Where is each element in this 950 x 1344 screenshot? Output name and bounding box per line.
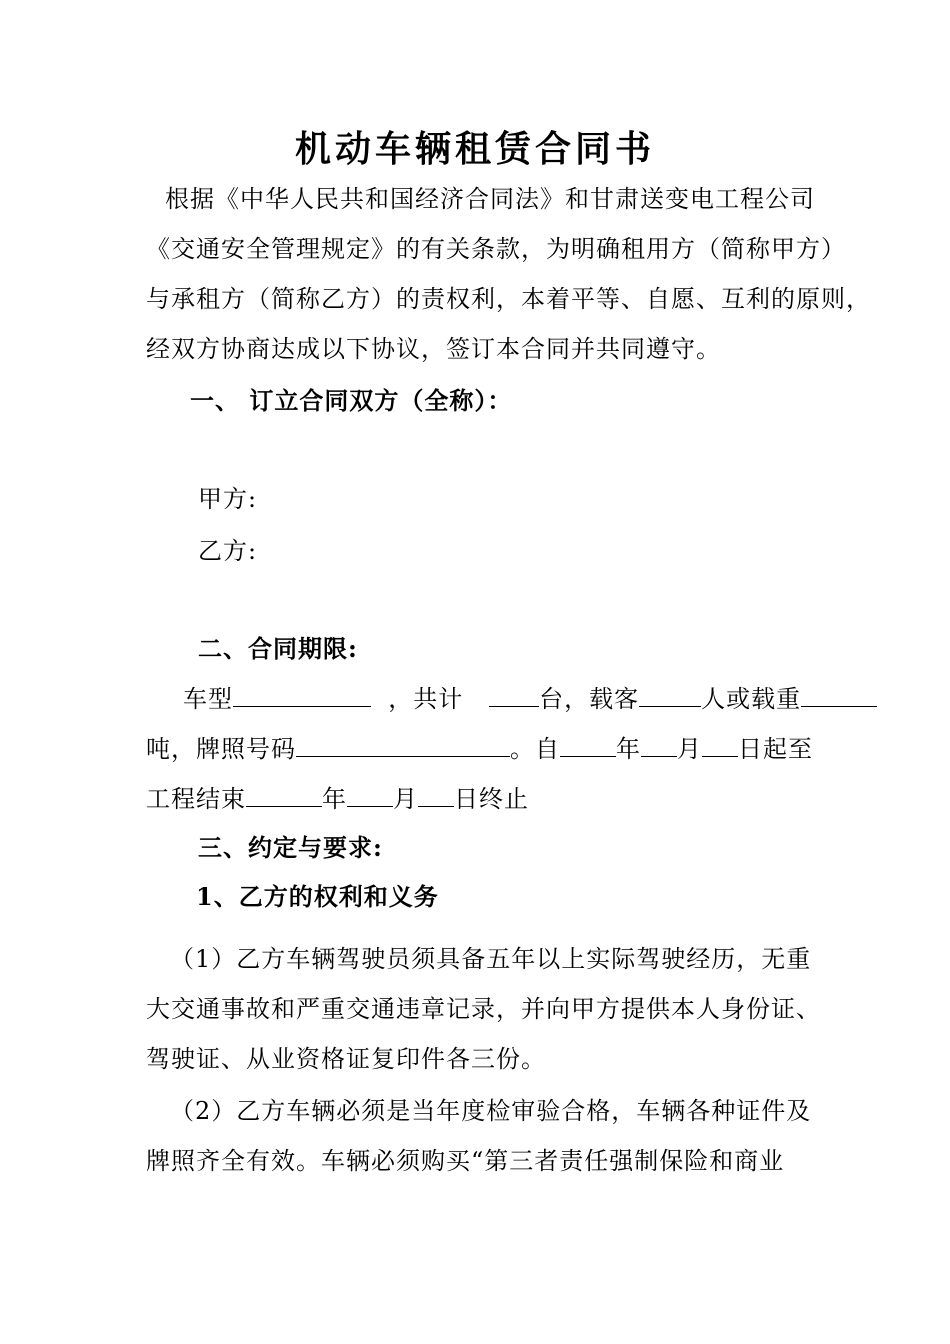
start-month-blank <box>641 734 677 757</box>
preamble-line-2: 《交通安全管理规定》的有关条款，为明确租用方（简称甲方） <box>146 235 846 263</box>
section3-heading: 三、约定与要求: <box>198 833 383 862</box>
end-year-blank <box>246 784 322 807</box>
section3-sub1-heading: 1、乙方的权利和义务 <box>196 882 439 911</box>
end-month-blank <box>347 784 393 807</box>
preamble-line-4: 经双方协商达成以下协议，签订本合同并共同遵守。 <box>146 335 721 363</box>
from-label: 。自 <box>510 735 560 763</box>
people-or-load-label: 人或载重 <box>701 685 802 713</box>
item1-line-3: 驾驶证、从业资格证复印件各三份。 <box>146 1045 546 1073</box>
plate-number-blank <box>296 734 510 757</box>
vehicle-type-label: 车型 <box>183 685 233 713</box>
preamble-line-3: 与承租方（简称乙方）的责权利，本着平等、自愿、互利的原则， <box>146 285 871 313</box>
end-month-label: 月 <box>393 785 418 813</box>
end-day-blank <box>418 784 454 807</box>
start-year-blank <box>560 734 616 757</box>
unit-count-blank <box>489 684 539 707</box>
units-label: 台，载客 <box>539 685 640 713</box>
ton-plate-label: 吨，牌照号码 <box>146 735 296 763</box>
item2-line-1: （2）乙方车辆必须是当年度检审验合格，车辆各种证件及 <box>170 1097 812 1125</box>
term-line-2 <box>146 734 813 764</box>
party-b-label: 乙方: <box>198 537 258 565</box>
end-year-label: 年 <box>322 785 347 813</box>
project-end-label: 工程结束 <box>146 785 246 813</box>
item1-line-1: （1）乙方车辆驾驶员须具备五年以上实际驾驶经历，无重 <box>170 945 812 973</box>
term-line-1 <box>183 684 877 714</box>
start-day-blank <box>702 734 738 757</box>
passenger-count-blank <box>639 684 701 707</box>
start-year-label: 年 <box>616 735 641 763</box>
day-until-label: 日起至 <box>738 735 813 763</box>
item1-line-2: 大交通事故和严重交通违章记录，并向甲方提供本人身份证、 <box>146 995 821 1023</box>
start-month-label: 月 <box>677 735 702 763</box>
preamble-line-1: 根据《中华人民共和国经济合同法》和甘肃送变电工程公司 <box>165 185 815 213</box>
document-title: 机动车辆租赁合同书 <box>294 128 655 170</box>
section1-heading: 一、 订立合同双方（全称）： <box>190 386 513 415</box>
total-label: ，共计 <box>388 685 464 713</box>
item2-line-2: 牌照齐全有效。车辆必须购买“第三者责任强制保险和商业 <box>146 1147 785 1175</box>
load-weight-blank <box>801 684 877 707</box>
term-line-3 <box>146 784 529 814</box>
vehicle-type-blank <box>233 684 371 707</box>
party-a-label: 甲方: <box>198 485 258 513</box>
day-end-label: 日终止 <box>454 785 529 813</box>
section2-heading: 二、合同期限: <box>198 634 358 663</box>
